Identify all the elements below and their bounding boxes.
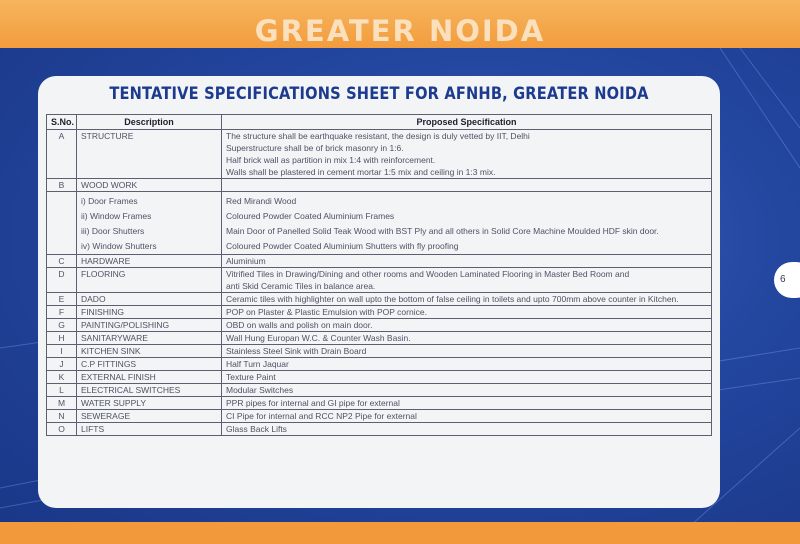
woodwork-item-spec: Coloured Powder Coated Aluminium Shutters with fly proofing (226, 241, 459, 251)
row-sno: G (47, 319, 77, 332)
row-spec (222, 358, 712, 371)
row-spec (222, 371, 712, 384)
row-sno: L (47, 384, 77, 397)
table-row (47, 319, 712, 332)
spec-line: Vitrified Tiles in Drawing/Dining and other rooms and Wooden Laminated Flooring in Master Bed Room and (226, 269, 630, 279)
table-row-woodwork-items (47, 192, 712, 255)
banner-title: GREATER NOIDA (254, 14, 546, 48)
row-sno: B (47, 179, 77, 192)
row-description: FINISHING (77, 306, 222, 319)
row-spec (222, 255, 712, 268)
woodwork-item-spec: Coloured Powder Coated Aluminium Frames (226, 211, 395, 221)
row-spec (222, 410, 712, 423)
table-row (47, 410, 712, 423)
spec-line: Wall Hung Europan W.C. & Counter Wash Basin. (226, 333, 411, 343)
row-sno: H (47, 332, 77, 345)
table-row (47, 358, 712, 371)
table-row (47, 179, 712, 192)
table-row (47, 255, 712, 268)
header-description: Description (77, 115, 222, 130)
spec-line: Aluminium (226, 256, 266, 266)
row-description: PAINTING/POLISHING (77, 319, 222, 332)
spec-line: Half Turn Jaquar (226, 359, 289, 369)
row-sno: C (47, 255, 77, 268)
sheet-title: TENTATIVE SPECIFICATIONS SHEET FOR AFNHB, GREATER NOIDA (109, 84, 649, 104)
spec-sheet (38, 76, 720, 508)
row-description: SEWERAGE (77, 410, 222, 423)
row-spec (222, 423, 712, 436)
row-sno: E (47, 293, 77, 306)
table-row (47, 423, 712, 436)
row-description: STRUCTURE (77, 130, 222, 179)
spec-line: CI Pipe for internal and RCC NP2 Pipe for external (226, 411, 417, 421)
row-sno: M (47, 397, 77, 410)
spec-line: POP on Plaster & Plastic Emulsion with POP cornice. (226, 307, 427, 317)
spec-line: Ceramic tiles with highlighter on wall upto the bottom of false ceiling in toilets and upto 700mm above counter in Kitchen. (226, 294, 679, 304)
table-row (47, 384, 712, 397)
row-description: DADO (77, 293, 222, 306)
woodwork-item-spec: Red Mirandi Wood (226, 196, 297, 206)
woodwork-item-label: iv) Window Shutters (81, 241, 157, 251)
table-row (47, 345, 712, 358)
spec-line: OBD on walls and polish on main door. (226, 320, 373, 330)
row-spec (222, 319, 712, 332)
row-spec (222, 293, 712, 306)
spec-line: Half brick wall as partition in mix 1:4 with reinforcement. (226, 155, 436, 165)
spec-line: Glass Back Lifts (226, 424, 287, 434)
row-description: HARDWARE (77, 255, 222, 268)
row-description: WATER SUPPLY (77, 397, 222, 410)
row-sno: A (47, 130, 77, 179)
row-sno (47, 192, 77, 255)
spec-line: Texture Paint (226, 372, 276, 382)
row-description: FLOORING (77, 268, 222, 293)
spec-line: Walls shall be plastered in cement mortar 1:5 mix and ceiling in 1:3 mix. (226, 167, 496, 177)
table-row (47, 268, 712, 293)
row-description: LIFTS (77, 423, 222, 436)
row-spec (222, 130, 712, 179)
woodwork-item-label: iii) Door Shutters (81, 226, 145, 236)
spec-line: Superstructure shall be of brick masonry in 1:6. (226, 143, 404, 153)
table-row (47, 130, 712, 179)
row-description: ELECTRICAL SWITCHES (77, 384, 222, 397)
row-sno: O (47, 423, 77, 436)
header-sno: S.No. (47, 115, 77, 130)
spec-line: Modular Switches (226, 385, 294, 395)
woodwork-labels (77, 192, 222, 255)
row-sno: I (47, 345, 77, 358)
woodwork-item-spec: Main Door of Panelled Solid Teak Wood with BST Ply and all others in Solid Core Machine Moulded HDF skin door. (226, 226, 659, 236)
row-description: C.P FITTINGS (77, 358, 222, 371)
row-spec (222, 397, 712, 410)
row-sno: N (47, 410, 77, 423)
row-spec (222, 306, 712, 319)
table-row (47, 371, 712, 384)
woodwork-specs (222, 192, 712, 255)
row-sno: K (47, 371, 77, 384)
spec-line: The structure shall be earthquake resistant, the design is duly vetted by IIT, Delhi (226, 131, 530, 141)
row-spec (222, 332, 712, 345)
row-description: SANITARYWARE (77, 332, 222, 345)
row-sno: D (47, 268, 77, 293)
spec-line: Stainless Steel Sink with Drain Board (226, 346, 367, 356)
page-number: 6 (780, 274, 786, 285)
row-sno: J (47, 358, 77, 371)
bottom-band (0, 522, 800, 544)
table-row (47, 293, 712, 306)
row-spec (222, 345, 712, 358)
row-description: EXTERNAL FINISH (77, 371, 222, 384)
row-spec (222, 268, 712, 293)
header-spec: Proposed Specification (222, 115, 712, 130)
table-row (47, 306, 712, 319)
row-sno: F (47, 306, 77, 319)
spec-table (46, 114, 712, 436)
row-description: KITCHEN SINK (77, 345, 222, 358)
row-description: WOOD WORK (77, 179, 222, 192)
woodwork-item-label: i) Door Frames (81, 196, 138, 206)
row-spec (222, 384, 712, 397)
table-header-row (47, 115, 712, 130)
table-row (47, 332, 712, 345)
row-spec (222, 179, 712, 192)
spec-line: anti Skid Ceramic Tiles in balance area. (226, 281, 376, 291)
woodwork-item-label: ii) Window Frames (81, 211, 152, 221)
table-row (47, 397, 712, 410)
spec-line: PPR pipes for internal and GI pipe for external (226, 398, 400, 408)
